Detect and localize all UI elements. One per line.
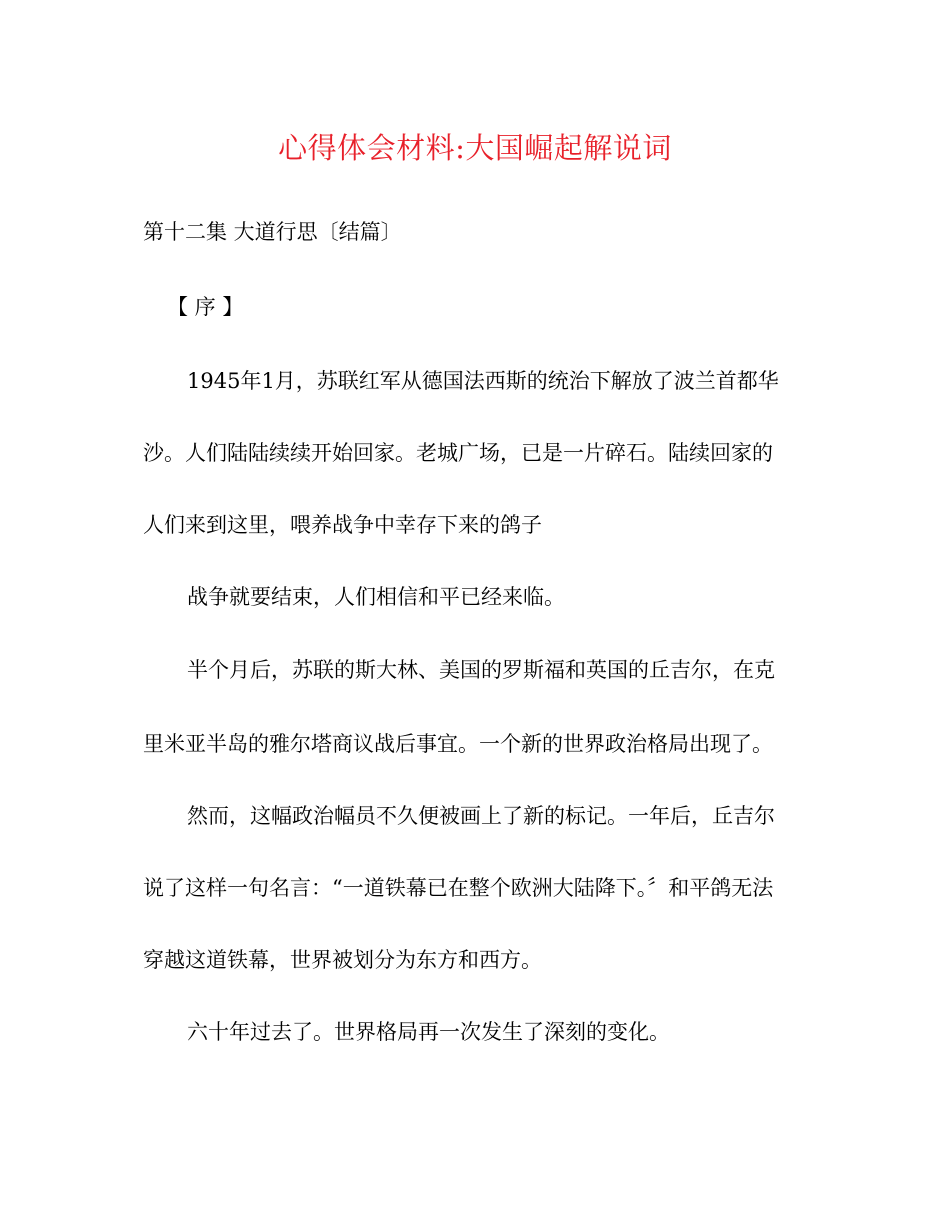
body-line: 人们来到这里，喂养战争中幸存下来的鸽子 <box>143 513 542 537</box>
body-line: 战争就要结束，人们相信和平已经来临。 <box>187 585 565 609</box>
body-line: 然而，这幅政治幅员不久便被画上了新的标记。一年后，丘吉尔 <box>187 804 775 828</box>
body-line: 1945年1月，苏联红军从德国法西斯的统治下解放了波兰首都华 <box>187 369 779 393</box>
episode-subtitle: 第十二集 大道行思〔结篇〕 <box>143 220 402 244</box>
document-title: 心得体会材料:大国崛起解说词 <box>278 131 672 165</box>
body-line: 沙。人们陆陆续续开始回家。老城广场，已是一片碎石。陆续回家的 <box>143 441 773 465</box>
preface-label: 【 序 】 <box>167 295 244 319</box>
body-line: 穿越这道铁幕，世界被划分为东方和西方。 <box>143 948 542 972</box>
body-line: 说了这样一句名言：“一道铁幕已在整个欧洲大陆降下。〞和平鸽无法 <box>143 876 774 900</box>
body-line: 半个月后，苏联的斯大林、美国的罗斯福和英国的丘吉尔，在克 <box>187 658 775 682</box>
body-line: 六十年过去了。世界格局再一次发生了深刻的变化。 <box>187 1020 670 1044</box>
body-line: 里米亚半岛的雅尔塔商议战后事宜。一个新的世界政治格局出现了。 <box>143 732 773 756</box>
